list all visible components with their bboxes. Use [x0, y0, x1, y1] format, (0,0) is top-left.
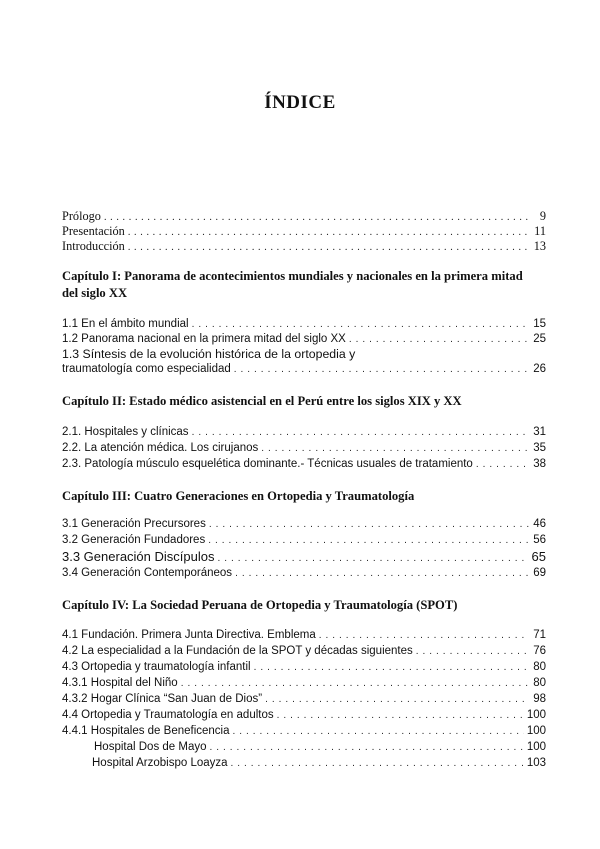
leader-dots — [319, 628, 529, 643]
chapter-heading-1: Capítulo I: Panorama de acontecimientos mundiales y nacionales en la primera mitad del siglo XX — [62, 269, 523, 300]
toc-entry-label: 3.3 Generación Discípulos — [62, 549, 215, 564]
toc-entry-2-1[interactable] — [62, 425, 546, 440]
toc-entry-page: 100 — [526, 709, 546, 721]
toc-entry-label: Presentación — [62, 224, 125, 238]
toc-entry-label: 4.3 Ortopedia y traumatología infantil — [62, 661, 251, 673]
toc-entry-introduccion[interactable] — [62, 239, 546, 255]
toc-entry-4-4[interactable] — [62, 708, 546, 723]
toc-entry-page: 13 — [533, 239, 546, 253]
toc-entry-1-1[interactable] — [62, 317, 546, 332]
toc-entry-label: 4.1 Fundación. Primera Junta Directiva. Emblema — [62, 629, 316, 641]
leader-dots — [235, 566, 529, 581]
toc-entry-label: traumatología como especialidad — [62, 363, 231, 375]
leader-dots — [231, 756, 524, 771]
leader-dots — [234, 362, 529, 377]
toc-entry-label: 4.3.2 Hogar Clínica “San Juan de Dios” — [62, 693, 263, 705]
leader-dots — [217, 551, 528, 566]
toc-entry-page: 26 — [533, 363, 546, 375]
leader-dots — [416, 644, 529, 659]
toc-entry-page: 31 — [533, 426, 546, 438]
toc-entry-4-3[interactable] — [62, 660, 546, 675]
chapter-heading-2: Capítulo II: Estado médico asistencial en el Perú entre los siglos XIX y XX — [62, 394, 462, 408]
toc-entry-label: 3.1 Generación Precursores — [62, 518, 206, 530]
toc-entry-2-2[interactable] — [62, 441, 546, 456]
leader-dots — [208, 533, 529, 548]
toc-entry-page: 65 — [531, 549, 546, 564]
toc-entry-hospital-arzobispo-loayza[interactable] — [92, 756, 546, 771]
leader-dots — [104, 210, 529, 225]
toc-entry-label: 4.4.1 Hospitales de Beneficencia — [62, 725, 230, 737]
toc-entry-1-3[interactable] — [62, 362, 546, 377]
toc-entry-label: 3.4 Generación Contemporáneos — [62, 567, 233, 579]
toc-entry-presentacion[interactable] — [62, 224, 546, 240]
toc-entry-label: 1.2 Panorama nacional en la primera mitad del siglo XX — [62, 333, 346, 345]
toc-entry-label: 1.1 En el ámbito mundial — [62, 318, 189, 330]
leader-dots — [349, 332, 529, 347]
leader-dots — [233, 724, 524, 739]
toc-entry-label: 3.2 Generación Fundadores — [62, 534, 206, 546]
toc-entry-label: 2.1. Hospitales y clínicas — [62, 426, 189, 438]
leader-dots — [128, 225, 529, 240]
toc-entry-hospital-dos-de-mayo[interactable] — [94, 740, 546, 755]
leader-dots — [277, 708, 524, 723]
toc-entry-page: 56 — [533, 534, 546, 546]
toc-entry-2-3[interactable] — [62, 457, 546, 472]
toc-entry-label: 4.2 La especialidad a la Fundación de la SPOT y décadas siguientes — [62, 645, 413, 657]
toc-entry-page: 9 — [539, 209, 546, 223]
page-title: ÍNDICE — [264, 92, 336, 113]
toc-entry-label: 2.2. La atención médica. Los cirujanos — [62, 442, 259, 454]
leader-dots — [192, 317, 529, 332]
toc-entry-prologo[interactable] — [62, 209, 546, 225]
toc-entry-4-4-1[interactable] — [62, 724, 546, 739]
toc-entry-4-3-1[interactable] — [62, 676, 546, 691]
toc-entry-label: 4.4 Ortopedia y Traumatología en adultos — [62, 709, 274, 721]
toc-entry-4-1[interactable] — [62, 628, 546, 643]
toc-entry-label: Hospital Arzobispo Loayza — [92, 757, 228, 769]
leader-dots — [254, 660, 529, 675]
leader-dots — [181, 676, 529, 691]
toc-entry-3-4[interactable] — [62, 566, 546, 581]
toc-entry-page: 103 — [526, 757, 546, 769]
toc-entry-page: 71 — [533, 629, 546, 641]
toc-entry-page: 11 — [534, 224, 546, 238]
toc-entry-1-2[interactable] — [62, 332, 546, 347]
leader-dots — [128, 240, 529, 255]
toc-entry-page: 80 — [533, 677, 546, 689]
leader-dots — [261, 441, 529, 456]
toc-entry-label: Introducción — [62, 239, 125, 253]
toc-entry-label: 2.3. Patología músculo esquelética dominante.- Técnicas usuales de tratamiento — [62, 458, 473, 470]
toc-entry-4-2[interactable] — [62, 644, 546, 659]
leader-dots — [209, 517, 529, 532]
chapter-heading-4: Capítulo IV: La Sociedad Peruana de Ortopedia y Traumatología (SPOT) — [62, 598, 458, 612]
leader-dots — [210, 740, 524, 755]
toc-entry-page: 69 — [533, 567, 546, 579]
leader-dots — [476, 457, 529, 472]
leader-dots — [192, 425, 529, 440]
toc-entry-page: 100 — [526, 725, 546, 737]
toc-entry-page: 46 — [533, 518, 546, 530]
toc-entry-4-3-2[interactable] — [62, 692, 546, 707]
toc-entry-3-1[interactable] — [62, 517, 546, 532]
toc-entry-page: 25 — [533, 333, 546, 345]
toc-entry-label: Prólogo — [62, 209, 101, 223]
toc-entry-3-3[interactable] — [62, 549, 546, 566]
toc-entry-label: 4.3.1 Hospital del Niño — [62, 677, 178, 689]
toc-entry-label: Hospital Dos de Mayo — [94, 741, 207, 753]
toc-entry-page: 100 — [526, 741, 546, 753]
toc-entry-3-2[interactable] — [62, 533, 546, 548]
toc-entry-page: 38 — [533, 458, 546, 470]
toc-entry-page: 98 — [533, 693, 546, 705]
toc-entry-page: 76 — [533, 645, 546, 657]
toc-entry-page: 15 — [533, 318, 546, 330]
leader-dots — [265, 692, 529, 707]
toc-entry-page: 35 — [533, 442, 546, 454]
toc-entry-page: 80 — [533, 661, 546, 673]
chapter-heading-3: Capítulo III: Cuatro Generaciones en Ortopedia y Traumatología — [62, 489, 415, 503]
toc-entry-1-3-line1[interactable]: 1.3 Síntesis de la evolución histórica de la ortopedia y — [62, 347, 356, 361]
